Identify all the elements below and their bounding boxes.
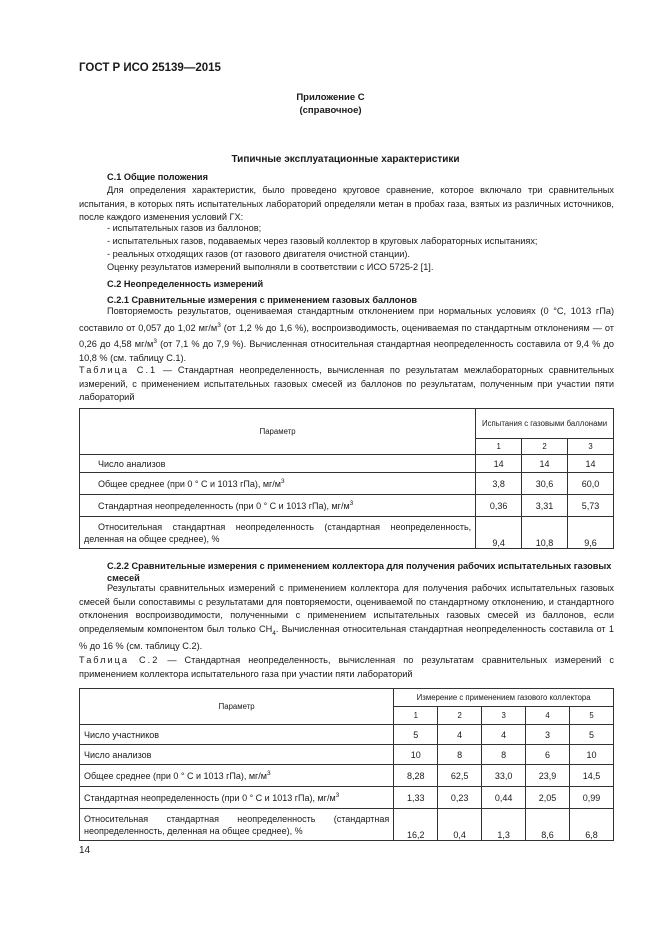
list-item: - реальных отходящих газов (от газового двигателя очистной станции). (107, 249, 410, 259)
cell: 8,6 (526, 809, 570, 841)
cell: 14,5 (570, 765, 614, 787)
table1-param-header: Параметр (80, 409, 476, 455)
cell: 33,0 (482, 765, 526, 787)
cell: 0,4 (438, 809, 482, 841)
cell: 8,28 (394, 765, 438, 787)
section-c21-paragraph: Повторяемость результатов, оцениваемая стандартным отклонением при нормальных условиях (0 °С, 1013 гПа) составило от 0,057 до 1,02 $мг/м^3$ (от 1,2 % до 1,6 %), воспроизводимость, оцениваемая по стандартным отклонениям — от 0,26 до 4,58 $мг/м^3$ (от 7,1 % до 7,9 %). Вычисленная относительная стандартная неопределенность составила от 9,4 % до 10,8 % (см. таблицу С.1). (79, 306, 614, 363)
document-header: ГОСТ Р ИСО 25139—2015 (79, 62, 221, 74)
table2-col-header: 5 (570, 707, 614, 725)
list-item: - испытательных газов, подаваемых через газовый коллектор в круговых лабораторных испытаниях; (107, 236, 538, 246)
table1-col-header: 1 (476, 439, 522, 455)
cell: 1,33 (394, 787, 438, 809)
table-row (80, 765, 614, 787)
row-label: Относительная стандартная неопределенность (стандартная неопределенность, деленная на общее среднее), % (80, 809, 394, 841)
cell: 0,23 (438, 787, 482, 809)
annex-title: Приложение С (296, 92, 365, 103)
table-row (80, 495, 614, 517)
table2-col-header: 3 (482, 707, 526, 725)
cell: 4 (438, 725, 482, 745)
section-c21-heading: С.2.1 Сравнительные измерения с применением газовых баллонов (107, 295, 418, 305)
section-c1-heading: С.1 Общие положения (107, 172, 208, 182)
cell: 30,6 (522, 473, 568, 495)
section-c1-closing: Оценку результатов измерений выполняли в соответствии с ИСО 5725-2 [1]. (107, 262, 434, 272)
cell: 3 (526, 725, 570, 745)
cell: 10 (394, 745, 438, 765)
cell: 14 (522, 455, 568, 473)
main-title: Типичные эксплуатационные характеристики (231, 154, 460, 165)
cell: 0,44 (482, 787, 526, 809)
table-row (80, 473, 614, 495)
table1-group-header: Испытания с газовыми баллонами (476, 409, 614, 439)
section-c1-paragraph: Для определения характеристик, было проведено круговое сравнение, которое включало три сравнительных испытания, в которых пять испытательных лабораторий определяли метан в пробах газа, взятых из различных источников, после каждого изменения условий ГХ: (79, 185, 614, 223)
row-label: Относительная стандартная неопределенность (стандартная неопределенность, деленная на общее среднее), % (80, 517, 476, 549)
cell: 5,73 (568, 495, 614, 517)
cell: 1,3 (482, 809, 526, 841)
cell: 16,2 (394, 809, 438, 841)
section-c22-heading: С.2.2 Сравнительные измерения с применением коллектора для получения рабочих испытательных газовых смесей (107, 561, 612, 583)
section-c22-paragraph: Результаты сравнительных измерений с применением коллектора для получения рабочих испытательных газовых смесей были сопоставимы с результатами для повторяемости, оцениваемой по стандартному отклонению, и стандартного отклонения воспроизводимости, полученными с применением испытательных газовых смесей из баллонов, если определяемым компонентом был только $CH_4$. Вычисленная относительная стандартная неопределенность составила от 1 % до 16 % (см. таблицу С.2). (79, 583, 614, 652)
table1-caption: Таблица С.1 — Стандартная неопределенность, вычисленная по результатам межлабораторных сравнительных измерений, с применением испытательных газовых смесей из баллонов по результатам, полученным при участии пяти лабораторий (79, 365, 614, 403)
table-row (80, 787, 614, 809)
list-item: - испытательных газов из баллонов; (107, 223, 262, 233)
cell: 62,5 (438, 765, 482, 787)
row-label: Общее среднее (при 0 ° С и 1013 гПа), $мг/м^3$ (80, 473, 476, 495)
page-number: 14 (79, 845, 91, 856)
cell: 10,8 (522, 517, 568, 549)
cell: 3,8 (476, 473, 522, 495)
table-row (80, 725, 614, 745)
row-label: Стандартная неопределенность (при 0 ° С и 1013 гПа), $мг/м^3$ (80, 787, 394, 809)
cell: 8 (482, 745, 526, 765)
table-row (80, 809, 614, 841)
cell: 23,9 (526, 765, 570, 787)
table2-col-header: 2 (438, 707, 482, 725)
row-label: Число анализов (80, 455, 476, 473)
table1-col-header: 2 (522, 439, 568, 455)
cell: 2,05 (526, 787, 570, 809)
row-label: Стандартная неопределенность (при 0 ° С и 1013 гПа), $мг/м^3$ (80, 495, 476, 517)
row-label: Число анализов (80, 745, 394, 765)
row-label: Общее среднее (при 0 ° С и 1013 гПа), $мг/м^3$ (80, 765, 394, 787)
table-2 (79, 688, 614, 841)
cell: 9,6 (568, 517, 614, 549)
table1-col-header: 3 (568, 439, 614, 455)
cell: 14 (476, 455, 522, 473)
table-row (80, 745, 614, 765)
table-1 (79, 408, 614, 549)
cell: 4 (482, 725, 526, 745)
cell: 60,0 (568, 473, 614, 495)
cell: 8 (438, 745, 482, 765)
cell: 5 (394, 725, 438, 745)
table2-group-header: Измерение с применением газового коллектора (394, 689, 614, 707)
cell: 3,31 (522, 495, 568, 517)
table-row (80, 455, 614, 473)
cell: 6 (526, 745, 570, 765)
table2-caption: Таблица С.2 — Стандартная неопределенность, вычисленная по результатам сравнительных измерений с применением коллектора испытательного газа при участии пяти лабораторий (79, 655, 614, 679)
cell: 0,36 (476, 495, 522, 517)
cell: 5 (570, 725, 614, 745)
annex-note: (справочное) (299, 105, 362, 116)
cell: 14 (568, 455, 614, 473)
cell: 9,4 (476, 517, 522, 549)
row-label: Число участников (80, 725, 394, 745)
table-row (80, 517, 614, 549)
cell: 0,99 (570, 787, 614, 809)
section-c2-heading: С.2 Неопределенность измерений (107, 279, 264, 289)
table2-col-header: 1 (394, 707, 438, 725)
table2-col-header: 4 (526, 707, 570, 725)
cell: 10 (570, 745, 614, 765)
table2-param-header: Параметр (80, 689, 394, 725)
cell: 6,8 (570, 809, 614, 841)
